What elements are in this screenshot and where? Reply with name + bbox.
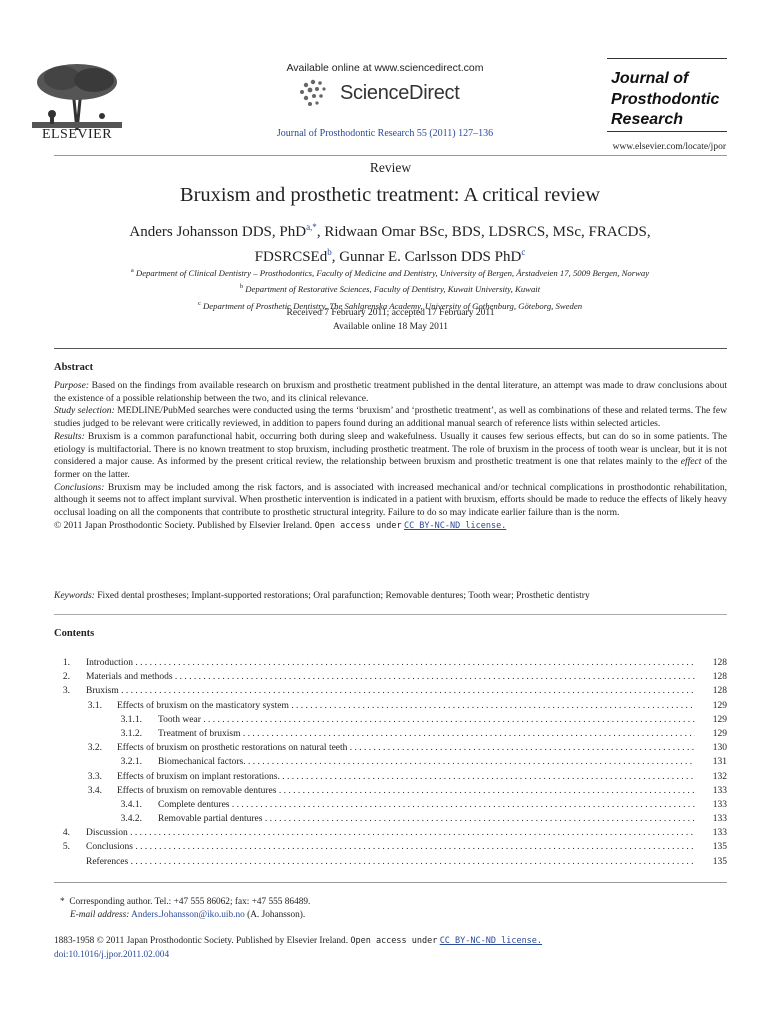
toc-entry[interactable]	[54, 770, 727, 784]
toc-entry-number: 3.2.1.	[120, 757, 142, 768]
email-link[interactable]: Anders.Johansson@iko.uib.no	[131, 910, 245, 920]
toc-entry-number: 3.1.2.	[120, 728, 142, 739]
journal-rule-bottom	[607, 131, 727, 132]
header-divider	[54, 155, 727, 156]
toc-entry[interactable]	[54, 812, 727, 826]
toc-entry-title[interactable]: Biomechanical factors.	[158, 757, 246, 768]
toc-entry-title[interactable]: Effects of bruxism on removable dentures	[117, 785, 277, 796]
toc-entry-title[interactable]: Materials and methods	[86, 672, 173, 683]
toc-entry-page: 129	[712, 700, 727, 711]
article-type: Review	[369, 160, 412, 175]
toc-entry-page: 129	[712, 728, 727, 739]
toc-entry-number: 3.1.	[87, 700, 102, 711]
abstract-results	[54, 431, 727, 482]
toc-entry-title[interactable]: Effects of bruxism on prosthetic restorations on natural teeth	[117, 743, 348, 754]
toc-entry-title[interactable]: Introduction	[86, 658, 133, 668]
abstract-copyright	[54, 520, 727, 533]
abstract-emphasis: effect	[680, 456, 702, 468]
sciencedirect-logo[interactable]	[296, 77, 496, 111]
issn-line	[54, 935, 727, 949]
toc-entry-title[interactable]: Effects of bruxism on the masticatory system	[117, 700, 289, 711]
email-owner: (A. Johansson).	[247, 910, 306, 920]
author-name[interactable]: , Gunnar E. Carlsson DDS PhD	[331, 249, 522, 265]
sciencedirect-wordmark: ScienceDirect	[340, 82, 460, 104]
sciencedirect-dots-icon	[296, 77, 336, 111]
abstract-text: MEDLINE/PubMed searches were conducted using the terms ‘bruxism’ and ‘prosthetic treatment’, as well as combinations of these and related terms. The few studies judged to be relevant were critically reviewed, in addition to papers found during an additional manual search of reference lists within selected articles.	[54, 405, 727, 430]
toc-entry-page: 130	[712, 743, 727, 754]
toc-entry-title-wrapper	[86, 656, 695, 670]
toc-entry-page: 128	[712, 672, 727, 683]
author-name[interactable]: FDSRCSEd	[254, 249, 328, 265]
author-affiliation-marker[interactable]: a,*	[306, 222, 317, 232]
affiliation-marker: a	[130, 267, 134, 274]
affiliation-marker: b	[239, 283, 244, 291]
open-access-label: Open access under	[314, 520, 402, 531]
toc-entry-title-wrapper	[117, 770, 695, 784]
toc-entry-title-wrapper	[117, 784, 695, 798]
toc-leader-dots	[119, 686, 695, 696]
keywords-label: Keywords:	[54, 591, 95, 601]
corresponding-footnote	[60, 896, 720, 922]
toc-leader-dots	[133, 658, 695, 668]
page-footer	[54, 935, 727, 962]
contents-bottom-rule	[54, 882, 727, 883]
author-name[interactable]: , Ridwaan Omar BSc, BDS, LDSRCS, MSc, FRACDS,	[316, 224, 651, 240]
license-link[interactable]: CC BY-NC-ND license.	[403, 520, 507, 531]
journal-name-line: Journal of	[611, 70, 689, 87]
abstract-text: Based on the findings from available research on bruxism and prosthetic treatment published in the dental literature, an attempt was made to draw conclusions about the existence of a possible relationship between the two, and its clinical relevance.	[54, 380, 727, 404]
table-of-contents	[54, 656, 727, 869]
toc-entry-number: 5.	[62, 842, 70, 853]
toc-entry-title-wrapper	[86, 840, 695, 854]
toc-entry-title[interactable]: Discussion	[86, 828, 128, 839]
toc-entry-number: 3.4.	[87, 785, 102, 796]
toc-entry[interactable]	[54, 840, 727, 854]
toc-entry[interactable]	[54, 656, 727, 670]
toc-entry-title-wrapper	[86, 826, 695, 840]
toc-leader-dots	[128, 828, 695, 838]
toc-entry-page: 129	[712, 714, 727, 725]
author-affiliation-marker[interactable]: c	[521, 247, 526, 257]
affiliation-text: Department of Prosthetic Dentistry, The Sahlgrenska Academy, University of Gothenburg, Göteborg, Sweden	[203, 300, 583, 311]
abstract-heading: Abstract	[54, 362, 94, 373]
abstract-text: of the former on the latter.	[54, 456, 728, 480]
toc-entry-title-wrapper	[158, 755, 695, 769]
toc-leader-dots	[173, 672, 695, 682]
toc-entry-title-wrapper	[86, 855, 695, 869]
abstract-top-rule	[54, 348, 727, 349]
toc-entry-title[interactable]: Bruxism	[86, 686, 119, 697]
keywords-text: Fixed dental prostheses; Implant-supported restorations; Oral parafunction; Removable dentures; Tooth wear; Prosthetic dentistry	[97, 591, 590, 601]
journal-url[interactable]: www.elsevier.com/locate/jpor	[612, 142, 726, 152]
abstract-label: Results:	[54, 430, 85, 442]
toc-entry[interactable]	[54, 741, 727, 755]
toc-entry-number: 3.2.	[87, 743, 102, 754]
abstract-label: Study selection:	[54, 405, 115, 417]
toc-entry-page: 133	[712, 814, 727, 825]
toc-leader-dots	[230, 800, 696, 810]
toc-leader-dots	[289, 701, 695, 711]
journal-rule-top	[607, 58, 727, 59]
toc-leader-dots	[280, 772, 695, 782]
journal-name-line: Research	[611, 111, 684, 128]
journal-name-line: Prosthodontic	[611, 90, 720, 108]
toc-entry[interactable]	[54, 670, 727, 684]
received-date: Received 7 February 2011; accepted 17 February 2011	[286, 308, 495, 318]
toc-entry-title[interactable]: Conclusions	[86, 842, 133, 853]
author-affiliation-marker[interactable]: b	[327, 247, 332, 257]
toc-leader-dots	[133, 842, 695, 852]
toc-entry-title-wrapper	[158, 713, 695, 727]
author-list	[60, 217, 720, 267]
copyright-text: © 2011 Japan Prosthodontic Society. Published by Elsevier Ireland.	[54, 519, 313, 531]
toc-entry-page: 135	[712, 842, 727, 853]
toc-leader-dots	[128, 857, 695, 867]
contents-heading: Contents	[54, 628, 95, 639]
toc-entry-title-wrapper	[117, 741, 695, 755]
toc-entry-page: 128	[712, 658, 727, 668]
corresponding-text: Corresponding author. Tel.: +47 555 86062; fax: +47 555 86489.	[69, 897, 311, 907]
affiliation-text: Department of Clinical Dentistry – Prosthodontics, Faculty of Medicine and Dentistry, University of Bergen, Årstadveien 17, 5009 Bergen, Norway	[135, 267, 650, 278]
abstract-conclusions	[54, 482, 727, 520]
license-link[interactable]: CC BY-NC-ND license.	[439, 936, 543, 946]
toc-entry-title[interactable]: Removable partial dentures	[158, 814, 263, 825]
toc-leader-dots	[347, 743, 695, 753]
abstract-study-selection	[54, 405, 727, 430]
toc-entry[interactable]	[54, 784, 727, 798]
abstract-text: Bruxism may be included among the risk factors, and is associated with increased mechanical and/or technical complications in prosthodontic rehabilitation, although it seems not to affect implant survival. When prosthetic intervention is indicated in a patient with bruxism, efforts should be made to reduce the effects of likely heavy occlusal loading on all the components that contribute to prosthetic structural integrity. Failure to do so may indicate earlier failure than is the norm.	[54, 481, 727, 519]
toc-entry-title-wrapper	[86, 670, 695, 684]
toc-entry[interactable]	[54, 798, 727, 812]
toc-entry-number: 1.	[62, 658, 70, 668]
author-name[interactable]: Anders Johansson DDS, PhD	[129, 224, 307, 240]
toc-entry-number: 3.4.2.	[120, 814, 142, 825]
toc-entry-title-wrapper	[117, 699, 695, 713]
toc-entry[interactable]	[54, 826, 727, 840]
toc-entry[interactable]	[54, 855, 727, 869]
abstract-label: Purpose:	[54, 380, 89, 391]
toc-entry-title[interactable]: Effects of bruxism on implant restorations.	[117, 771, 280, 782]
toc-leader-dots	[241, 729, 695, 739]
journal-name	[611, 69, 761, 131]
available-date: Available online 18 May 2011	[332, 322, 449, 332]
toc-entry-number: 4.	[62, 828, 70, 839]
abstract-body	[54, 380, 727, 532]
affiliation-text: Department of Restorative Sciences, Faculty of Dentistry, Kuwait University, Kuwait	[245, 284, 541, 295]
toc-leader-dots	[276, 786, 695, 796]
toc-entry-number: 3.	[62, 686, 70, 697]
toc-entry[interactable]	[54, 755, 727, 769]
corresponding-author-line	[60, 896, 720, 909]
article-dates	[54, 306, 727, 334]
abstract-text: Bruxism is a common parafunctional habit, occurring both during sleep and wakefulness. Usually it causes few serious effects, but can do so in some patients. The etiology is multifactorial. There is no known treatment to stop bruxism, including prosthetic treatment. The role of bruxism in the process of tooth wear is unclear, but it is not considered a major cause. As informed by the present critical review, the relationship between bruxism and prosthetic treatment is one that relates mainly to the	[54, 430, 728, 468]
toc-entry-title-wrapper	[158, 727, 695, 741]
toc-leader-dots	[201, 715, 695, 725]
affiliation-b	[40, 280, 740, 296]
toc-entry-title-wrapper	[158, 812, 695, 826]
abstract-label: Conclusions:	[54, 481, 105, 493]
toc-entry[interactable]	[54, 699, 727, 713]
keywords	[54, 591, 727, 601]
toc-entry-page: 132	[712, 771, 727, 782]
abstract-bottom-rule	[54, 614, 727, 615]
open-access-label: Open access under	[350, 936, 438, 946]
toc-entry[interactable]	[54, 727, 727, 741]
toc-entry-title[interactable]: Complete dentures	[158, 799, 230, 810]
toc-entry-title[interactable]: References	[86, 856, 129, 867]
toc-leader-dots	[246, 757, 695, 767]
toc-entry-title-wrapper	[86, 684, 695, 698]
journal-citation[interactable]: Journal of Prosthodontic Research 55 (2011) 127–136	[276, 128, 494, 139]
toc-entry-page: 133	[712, 828, 727, 839]
email-line	[60, 909, 720, 922]
toc-entry[interactable]	[54, 713, 727, 727]
toc-entry-number: 3.3.	[87, 771, 102, 782]
available-online-line[interactable]: Available online at www.sciencedirect.com	[286, 62, 484, 74]
doi-link[interactable]: doi:10.1016/j.jpor.2011.02.004	[54, 949, 170, 960]
toc-entry-page: 135	[712, 856, 727, 867]
publisher-name: ELSEVIER	[41, 127, 113, 142]
footnote-marker: *	[60, 897, 65, 907]
toc-entry-number: 3.4.1.	[120, 799, 142, 810]
toc-entry-title-wrapper	[158, 798, 695, 812]
toc-entry-page: 128	[712, 686, 727, 697]
toc-entry[interactable]	[54, 684, 727, 698]
toc-entry-title[interactable]: Tooth wear	[158, 714, 201, 725]
affiliation-marker: c	[197, 299, 201, 307]
article-title: Bruxism and prosthetic treatment: A critical review	[179, 184, 601, 206]
toc-entry-title[interactable]: Treatment of bruxism	[158, 728, 241, 739]
toc-entry-page: 131	[712, 757, 727, 768]
toc-entry-number: 2.	[62, 672, 70, 683]
abstract-purpose	[54, 380, 727, 405]
affiliation-a	[40, 264, 740, 280]
toc-entry-number: 3.1.1.	[120, 714, 142, 725]
toc-entry-page: 133	[712, 785, 727, 796]
toc-leader-dots	[262, 814, 695, 824]
issn-copyright: 1883-1958 © 2011 Japan Prosthodontic Society. Published by Elsevier Ireland.	[54, 936, 349, 946]
email-label: E-mail address:	[70, 910, 130, 920]
toc-entry-page: 133	[712, 799, 727, 810]
